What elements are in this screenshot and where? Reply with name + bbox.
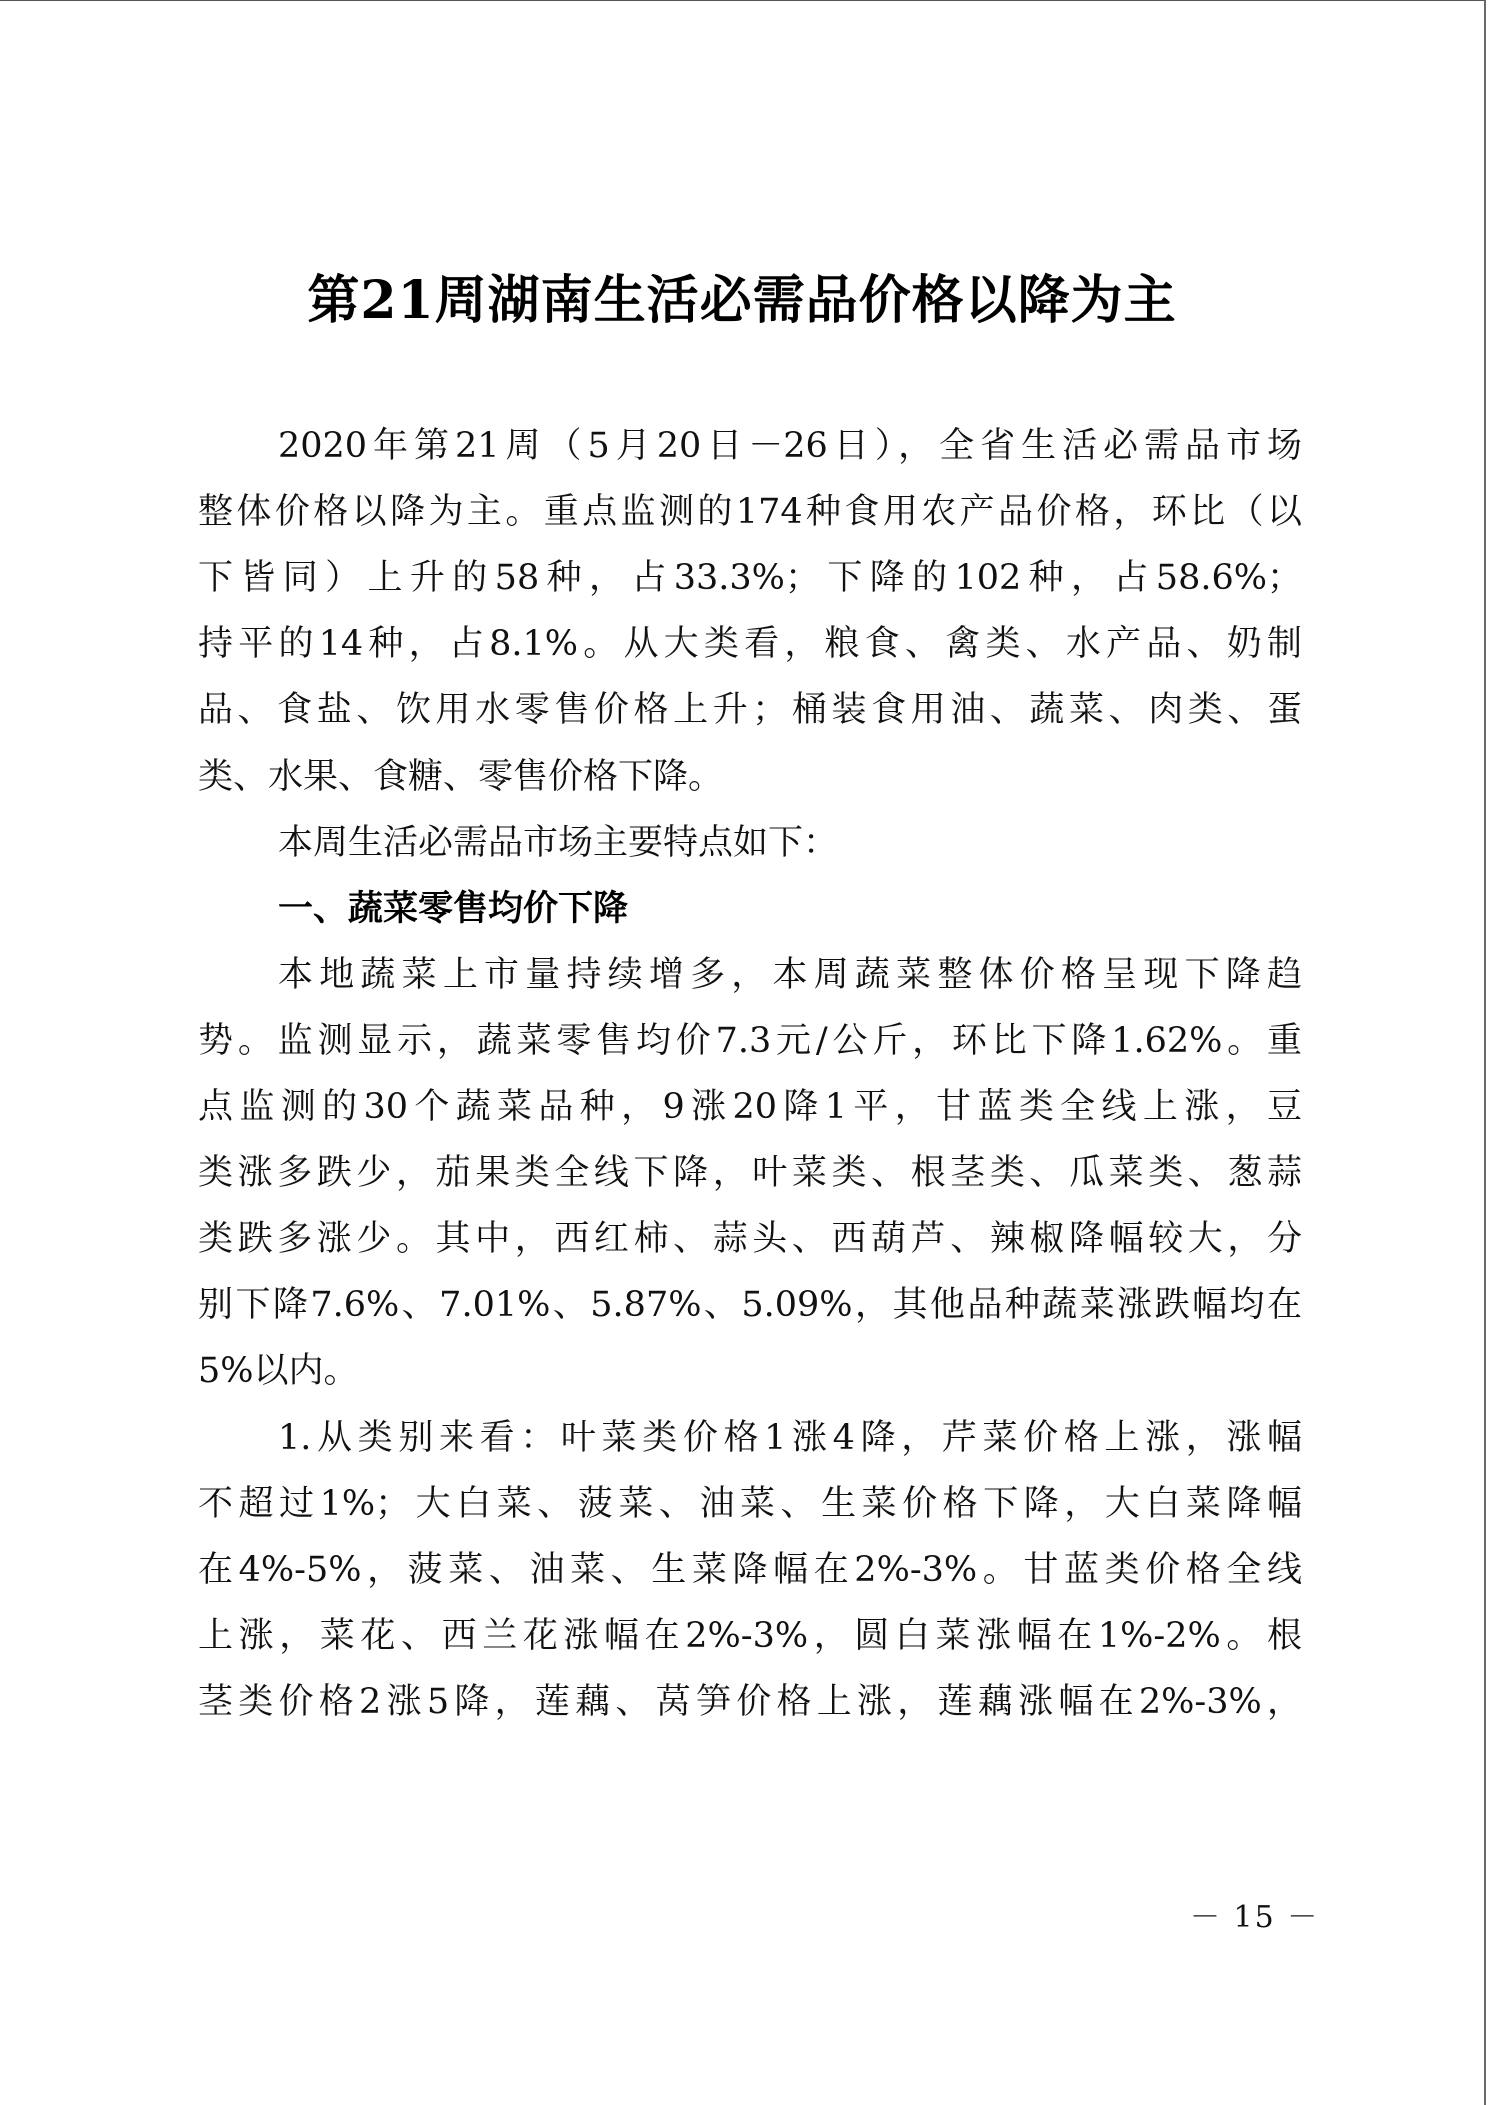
section-heading: 一、蔬菜零售均价下降 — [278, 889, 629, 929]
section-paragraph-1-line-3: 点监测的30个蔬菜品种，9涨20降1平，甘蓝类全线上涨，豆 — [198, 1087, 1302, 1127]
section-paragraph-2-line-5: 茎类价格2涨5降，莲藕、莴笋价格上涨，莲藕涨幅在2%-3%， — [198, 1682, 1302, 1722]
page-title: 第21周湖南生活必需品价格以降为主 — [307, 270, 1177, 331]
paragraph-1-line-4: 持平的14种，占8.1%。从大类看，粮食、禽类、水产品、奶制 — [198, 624, 1302, 664]
section-paragraph-2-line-4: 上涨，菜花、西兰花涨幅在2%-3%，圆白菜涨幅在1%-2%。根 — [198, 1616, 1302, 1656]
section-paragraph-1-line-6: 别下降7.6%、7.01%、5.87%、5.09%，其他品种蔬菜涨跌幅均在 — [198, 1285, 1302, 1325]
paragraph-2-line-1: 本周生活必需品市场主要特点如下： — [278, 823, 839, 863]
section-paragraph-2-line-2: 不超过1%；大白菜、菠菜、油菜、生菜价格下降，大白菜降幅 — [198, 1484, 1302, 1524]
paragraph-1-line-2: 整体价格以降为主。重点监测的174种食用农产品价格，环比（以 — [198, 492, 1302, 532]
section-paragraph-1-line-5: 类跌多涨少。其中，西红柿、蒜头、西葫芦、辣椒降幅较大，分 — [198, 1219, 1302, 1259]
section-paragraph-1-line-7: 5%以内。 — [198, 1351, 359, 1391]
section-paragraph-1-line-4: 类涨多跌少，茄果类全线下降，叶菜类、根茎类、瓜菜类、葱蒜 — [198, 1153, 1302, 1193]
paragraph-1-line-3: 下皆同）上升的58种，占33.3%；下降的102种，占58.6%； — [198, 558, 1302, 598]
section-paragraph-1-line-2: 势。监测显示，蔬菜零售均价7.3元/公斤，环比下降1.62%。重 — [198, 1021, 1302, 1061]
paragraph-1-line-6: 类、水果、食糖、零售价格下降。 — [198, 757, 724, 797]
paragraph-1-line-5: 品、食盐、饮用水零售价格上升；桶装食用油、蔬菜、肉类、蛋 — [198, 690, 1302, 730]
page-number: － 15 － — [1190, 1900, 1320, 1935]
section-paragraph-2-line-3: 在4%-5%，菠菜、油菜、生菜降幅在2%-3%。甘蓝类价格全线 — [198, 1550, 1302, 1590]
section-paragraph-2-line-1: 1.从类别来看：叶菜类价格1涨4降，芹菜价格上涨，涨幅 — [278, 1418, 1302, 1458]
section-paragraph-1-line-1: 本地蔬菜上市量持续增多，本周蔬菜整体价格呈现下降趋 — [278, 955, 1302, 995]
paragraph-1-line-1: 2020年第21周（5月20日－26日），全省生活必需品市场 — [278, 426, 1302, 466]
